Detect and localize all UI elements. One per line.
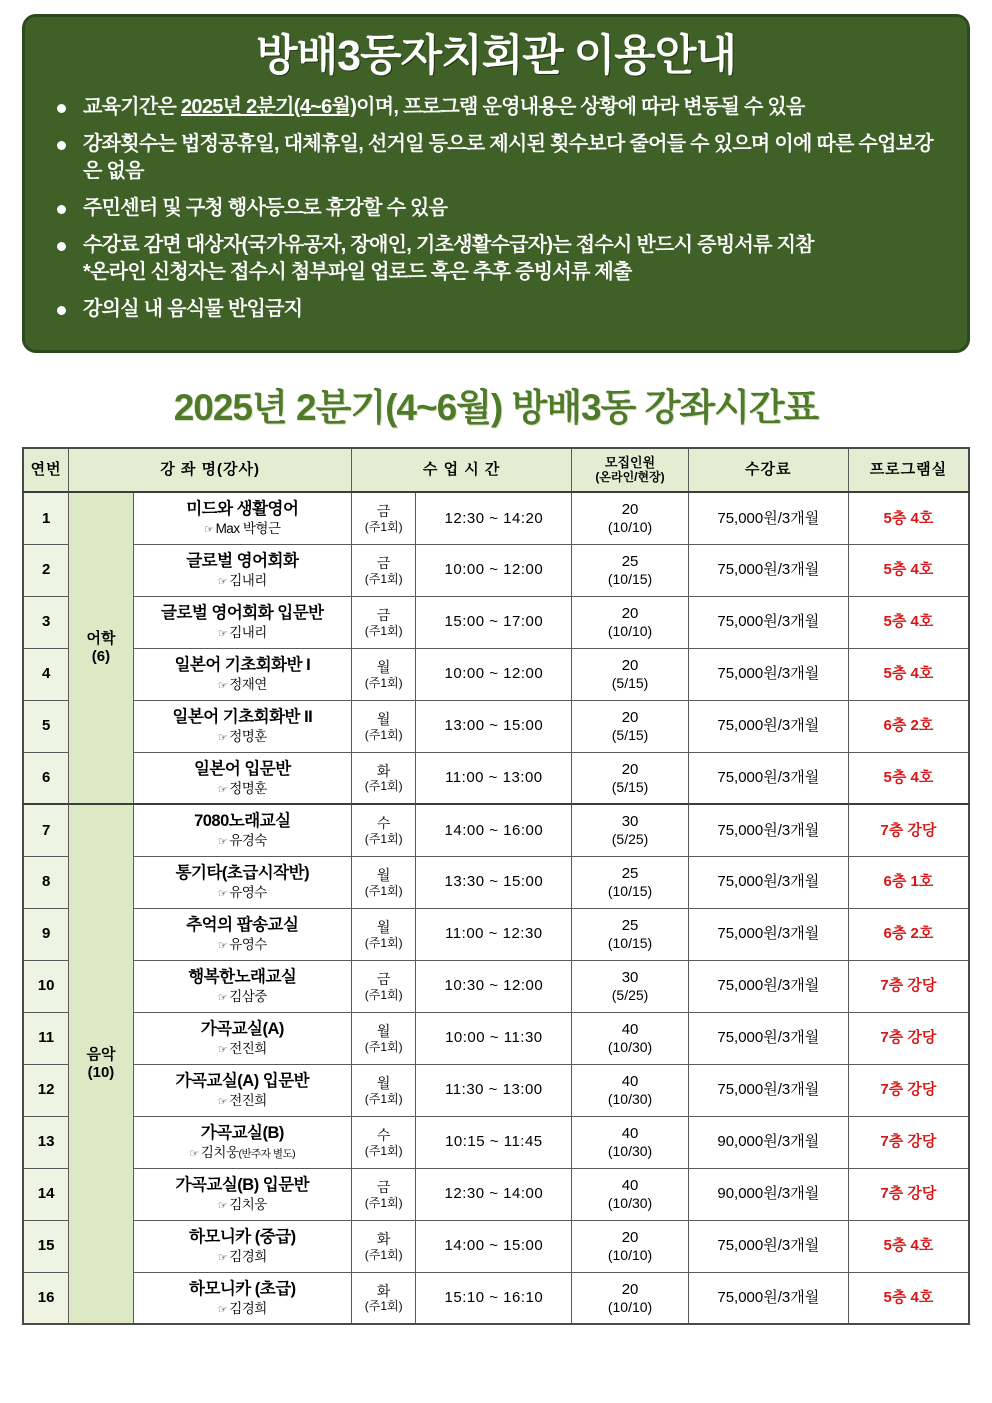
cell-capacity: 20 (5/15) <box>572 648 688 700</box>
cell-room: 7층 강당 <box>848 1168 969 1220</box>
cell-room: 7층 강당 <box>848 1064 969 1116</box>
header-capacity <box>572 448 688 492</box>
header-capacity-line1: 모집인원 <box>604 455 656 471</box>
cell-fee: 75,000원/3개월 <box>688 492 848 544</box>
cell-fee: 75,000원/3개월 <box>688 1012 848 1064</box>
cell-fee: 75,000원/3개월 <box>688 1272 848 1324</box>
cell-course: 일본어 입문반 ☞ 정명훈 <box>133 752 351 804</box>
cell-course: 가곡교실(A) 입문반 ☞ 전진희 <box>133 1064 351 1116</box>
cell-time: 10:00 ~ 12:00 <box>416 544 572 596</box>
cell-no: 3 <box>23 596 69 648</box>
cell-no: 6 <box>23 752 69 804</box>
cell-time: 10:00 ~ 11:30 <box>416 1012 572 1064</box>
cell-course: 가곡교실(B) ☞ 김치웅(반주자 별도) <box>133 1116 351 1168</box>
table-row <box>23 960 969 1012</box>
cell-fee: 75,000원/3개월 <box>688 752 848 804</box>
cell-fee: 90,000원/3개월 <box>688 1116 848 1168</box>
cell-no: 8 <box>23 856 69 908</box>
cell-time: 15:10 ~ 16:10 <box>416 1272 572 1324</box>
cell-category: 어학 (6) <box>69 492 133 804</box>
table-row <box>23 1116 969 1168</box>
cell-room: 5층 4호 <box>848 648 969 700</box>
cell-no: 10 <box>23 960 69 1012</box>
cell-capacity: 40 (10/30) <box>572 1116 688 1168</box>
cell-no: 1 <box>23 492 69 544</box>
cell-day: 월 (주1회) <box>351 908 415 960</box>
table-row <box>23 804 969 856</box>
notice-item: 강의실 내 음식물 반입금지 <box>73 296 945 324</box>
cell-room: 7층 강당 <box>848 1116 969 1168</box>
cell-capacity: 20 (10/10) <box>572 1220 688 1272</box>
notice-item: 교육기간은 2025년 2분기(4~6월)이며, 프로그램 운영내용은 상황에 따라 변동될 수 있음 <box>73 94 945 122</box>
cell-course: 통기타(초급시작반) ☞ 유영수 <box>133 856 351 908</box>
table-header <box>23 448 969 492</box>
table-row <box>23 648 969 700</box>
cell-day: 금 (주1회) <box>351 596 415 648</box>
cell-fee: 75,000원/3개월 <box>688 596 848 648</box>
cell-course: 글로벌 영어회화 ☞ 김내리 <box>133 544 351 596</box>
cell-room: 6층 2호 <box>848 908 969 960</box>
cell-course: 하모니카 (중급) ☞ 김경희 <box>133 1220 351 1272</box>
cell-fee: 75,000원/3개월 <box>688 648 848 700</box>
header-course-name: 강 좌 명(강사) <box>69 448 352 492</box>
cell-capacity: 20 (10/10) <box>572 1272 688 1324</box>
cell-fee: 75,000원/3개월 <box>688 1064 848 1116</box>
cell-fee: 75,000원/3개월 <box>688 1220 848 1272</box>
cell-capacity: 20 (5/15) <box>572 752 688 804</box>
cell-no: 14 <box>23 1168 69 1220</box>
table-body <box>23 492 969 1324</box>
cell-room: 5층 4호 <box>848 1220 969 1272</box>
cell-room: 5층 4호 <box>848 544 969 596</box>
notice-box <box>22 14 970 353</box>
cell-room: 5층 4호 <box>848 492 969 544</box>
cell-time: 11:00 ~ 12:30 <box>416 908 572 960</box>
cell-day: 화 (주1회) <box>351 1272 415 1324</box>
cell-room: 5층 4호 <box>848 596 969 648</box>
table-row <box>23 1064 969 1116</box>
cell-no: 16 <box>23 1272 69 1324</box>
cell-day: 금 (주1회) <box>351 960 415 1012</box>
cell-course: 미드와 생활영어 ☞ Max 박형근 <box>133 492 351 544</box>
cell-time: 12:30 ~ 14:20 <box>416 492 572 544</box>
table-row <box>23 856 969 908</box>
cell-day: 월 (주1회) <box>351 856 415 908</box>
table-row <box>23 596 969 648</box>
cell-fee: 75,000원/3개월 <box>688 908 848 960</box>
cell-course: 행복한노래교실 ☞ 김삼중 <box>133 960 351 1012</box>
cell-day: 금 (주1회) <box>351 544 415 596</box>
cell-no: 13 <box>23 1116 69 1168</box>
header-capacity-line2: (온라인/현장) <box>595 470 665 485</box>
table-row <box>23 1012 969 1064</box>
cell-fee: 75,000원/3개월 <box>688 544 848 596</box>
cell-day: 금 (주1회) <box>351 1168 415 1220</box>
cell-capacity: 40 (10/30) <box>572 1012 688 1064</box>
cell-capacity: 40 (10/30) <box>572 1064 688 1116</box>
schedule-title: 2025년 2분기(4~6월) 방배3동 강좌시간표 <box>173 387 819 429</box>
cell-time: 10:15 ~ 11:45 <box>416 1116 572 1168</box>
cell-room: 7층 강당 <box>848 1012 969 1064</box>
cell-no: 9 <box>23 908 69 960</box>
cell-room: 5층 4호 <box>848 752 969 804</box>
cell-course: 일본어 기초회화반 I ☞ 정재연 <box>133 648 351 700</box>
cell-day: 수 (주1회) <box>351 804 415 856</box>
cell-room: 6층 2호 <box>848 700 969 752</box>
cell-no: 11 <box>23 1012 69 1064</box>
cell-day: 화 (주1회) <box>351 1220 415 1272</box>
cell-no: 12 <box>23 1064 69 1116</box>
cell-day: 월 (주1회) <box>351 700 415 752</box>
cell-capacity: 20 (10/10) <box>572 492 688 544</box>
table-row <box>23 1168 969 1220</box>
cell-time: 12:30 ~ 14:00 <box>416 1168 572 1220</box>
table-row <box>23 544 969 596</box>
cell-day: 화 (주1회) <box>351 752 415 804</box>
table-row <box>23 1272 969 1324</box>
cell-capacity: 20 (5/15) <box>572 700 688 752</box>
header-room: 프로그램실 <box>848 448 969 492</box>
cell-no: 15 <box>23 1220 69 1272</box>
cell-time: 11:00 ~ 13:00 <box>416 752 572 804</box>
notice-list <box>47 94 945 323</box>
notice-subnote: *온라인 신청자는 접수시 첨부파일 업로드 혹은 추후 증빙서류 제출 <box>83 261 632 284</box>
cell-fee: 75,000원/3개월 <box>688 804 848 856</box>
cell-day: 수 (주1회) <box>351 1116 415 1168</box>
cell-time: 11:30 ~ 13:00 <box>416 1064 572 1116</box>
cell-room: 7층 강당 <box>848 804 969 856</box>
cell-room: 5층 4호 <box>848 1272 969 1324</box>
cell-time: 14:00 ~ 15:00 <box>416 1220 572 1272</box>
cell-day: 월 (주1회) <box>351 648 415 700</box>
cell-day: 월 (주1회) <box>351 1012 415 1064</box>
cell-category: 음악 (10) <box>69 804 133 1324</box>
notice-item: 강좌횟수는 법정공휴일, 대체휴일, 선거일 등으로 제시된 횟수보다 줄어들 수 있으며 이에 따른 수업보강은 없음 <box>73 131 945 186</box>
cell-course: 일본어 기초회화반 II ☞ 정명훈 <box>133 700 351 752</box>
cell-course: 가곡교실(B) 입문반 ☞ 김치웅 <box>133 1168 351 1220</box>
notice-title: 방배3동자치회관 이용안내 <box>256 32 736 80</box>
table-row <box>23 752 969 804</box>
table-row <box>23 492 969 544</box>
header-no: 연번 <box>23 448 69 492</box>
cell-course: 가곡교실(A) ☞ 전진희 <box>133 1012 351 1064</box>
cell-time: 14:00 ~ 16:00 <box>416 804 572 856</box>
cell-capacity: 25 (10/15) <box>572 908 688 960</box>
cell-room: 7층 강당 <box>848 960 969 1012</box>
cell-capacity: 20 (10/10) <box>572 596 688 648</box>
cell-capacity: 25 (10/15) <box>572 856 688 908</box>
cell-capacity: 40 (10/30) <box>572 1168 688 1220</box>
cell-no: 4 <box>23 648 69 700</box>
header-time: 수 업 시 간 <box>351 448 571 492</box>
cell-fee: 75,000원/3개월 <box>688 856 848 908</box>
cell-capacity: 25 (10/15) <box>572 544 688 596</box>
cell-fee: 75,000원/3개월 <box>688 960 848 1012</box>
notice-item: 주민센터 및 구청 행사등으로 휴강할 수 있음 <box>73 195 945 223</box>
cell-course: 글로벌 영어회화 입문반 ☞ 김내리 <box>133 596 351 648</box>
cell-no: 7 <box>23 804 69 856</box>
cell-fee: 90,000원/3개월 <box>688 1168 848 1220</box>
cell-capacity: 30 (5/25) <box>572 960 688 1012</box>
table-row <box>23 1220 969 1272</box>
cell-course: 하모니카 (초급) ☞ 김경희 <box>133 1272 351 1324</box>
cell-course: 추억의 팝송교실 ☞ 유영수 <box>133 908 351 960</box>
notice-item: 수강료 감면 대상자(국가유공자, 장애인, 기초생활수급자)는 접수시 반드시 증빙서류 지참 *온라인 신청자는 접수시 첨부파일 업로드 혹은 추후 증빙서류 제출 <box>73 232 945 287</box>
cell-fee: 75,000원/3개월 <box>688 700 848 752</box>
cell-time: 15:00 ~ 17:00 <box>416 596 572 648</box>
table-row <box>23 908 969 960</box>
cell-time: 13:30 ~ 15:00 <box>416 856 572 908</box>
header-fee: 수강료 <box>688 448 848 492</box>
cell-day: 월 (주1회) <box>351 1064 415 1116</box>
cell-room: 6층 1호 <box>848 856 969 908</box>
schedule-table <box>22 447 970 1325</box>
cell-day: 금 (주1회) <box>351 492 415 544</box>
cell-course: 7080노래교실 ☞ 유경숙 <box>133 804 351 856</box>
cell-time: 10:00 ~ 12:00 <box>416 648 572 700</box>
cell-no: 2 <box>23 544 69 596</box>
cell-no: 5 <box>23 700 69 752</box>
cell-time: 10:30 ~ 12:00 <box>416 960 572 1012</box>
cell-time: 13:00 ~ 15:00 <box>416 700 572 752</box>
table-row <box>23 700 969 752</box>
cell-capacity: 30 (5/25) <box>572 804 688 856</box>
